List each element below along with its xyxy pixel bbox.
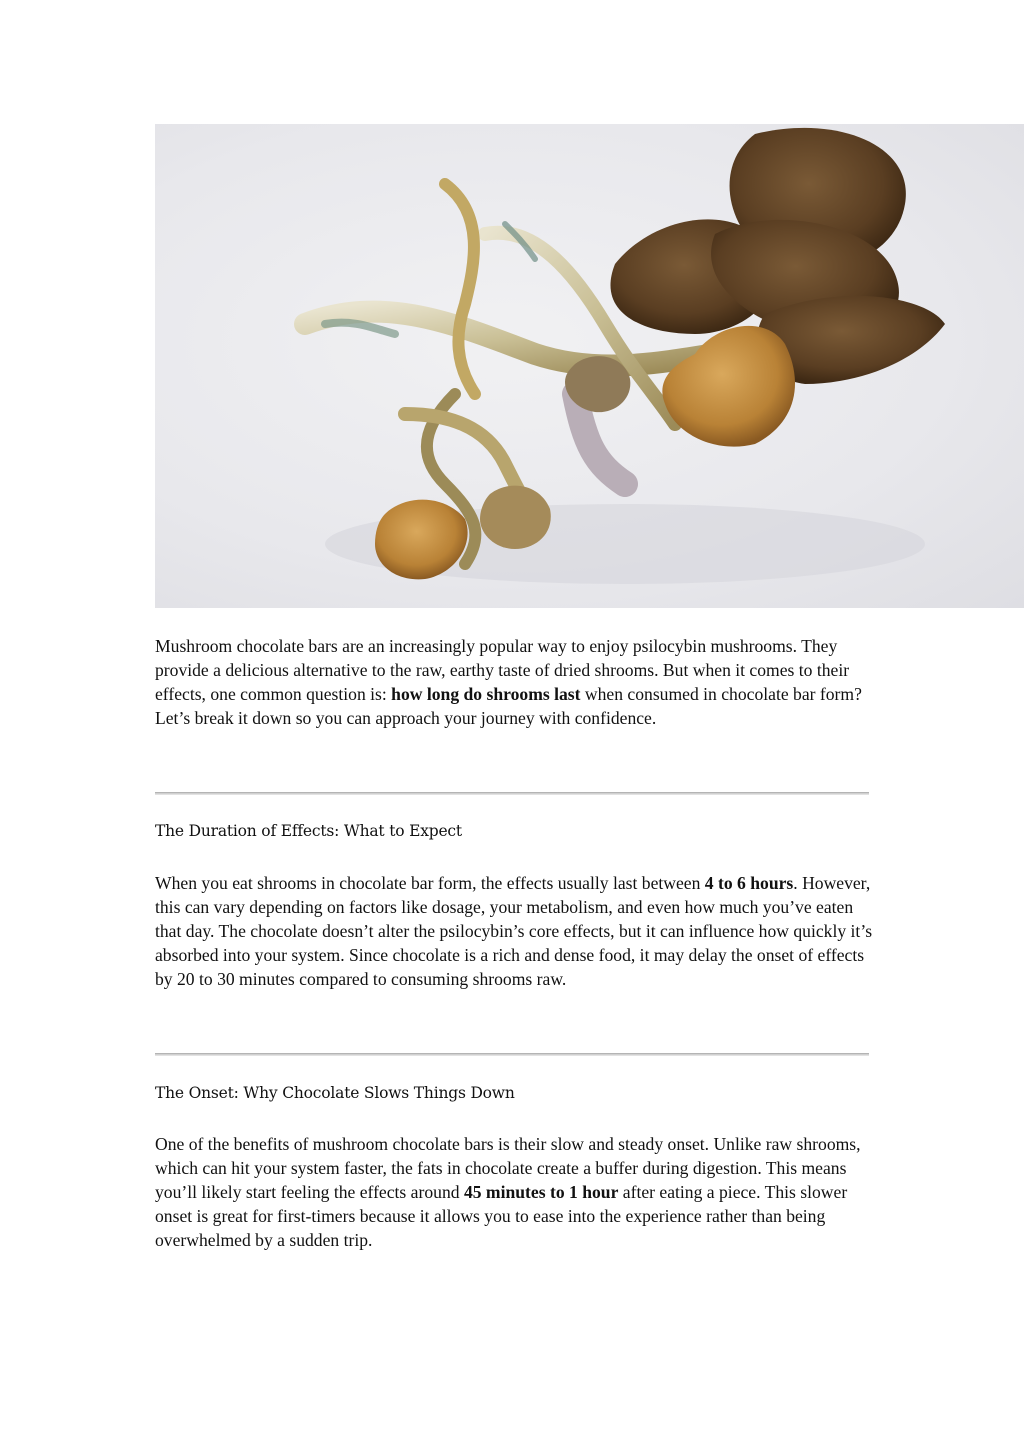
section1-bold-phrase: 4 to 6 hours <box>704 873 794 893</box>
section1-text-end: . However, this can vary depending on factors like dosage, your metabolism, and even how much you’ve eaten that day. The chocolate doesn’t alter the psilocybin’s core effects, but it can influence how quickly it’s absorbed into your system. Since chocolate is a rich and dense food, it may delay the onset of effects by 20 to 30 minutes compared to consuming shrooms raw. <box>155 873 873 989</box>
intro-bold-phrase: how long do shrooms last <box>391 684 581 704</box>
intro-paragraph <box>155 634 875 730</box>
intro-text-end: when consumed in chocolate bar form? Let’s break it down so you can approach your journey with confidence. <box>155 684 862 728</box>
section2-text-end: after eating a piece. This slower onset is great for first-timers because it allows you to ease into the experience rather than being overwhelmed by a sudden trip. <box>155 1182 848 1250</box>
section1-heading: The Duration of Effects: What to Expect <box>155 822 462 840</box>
section2-bold-phrase: 45 minutes to 1 hour <box>463 1182 619 1202</box>
section1-paragraph <box>155 871 875 991</box>
section-divider-1 <box>155 792 869 795</box>
section2-text-start: One of the benefits of mushroom chocolate bars is their slow and steady onset. Unlike raw shrooms, which can hit your system faster, the fats in chocolate create a buffer during digestion. This means you’ll likely start feeling the effects around <box>155 1134 861 1202</box>
section2-heading: The Onset: Why Chocolate Slows Things Down <box>155 1084 515 1102</box>
intro-text-start: Mushroom chocolate bars are an increasingly popular way to enjoy psilocybin mushrooms. They provide a delicious alternative to the raw, earthy taste of dried shrooms. But when it comes to their effects, one common question is: <box>155 636 850 704</box>
section1-text-start: When you eat shrooms in chocolate bar form, the effects usually last between <box>155 873 705 893</box>
section-divider-2 <box>155 1053 869 1056</box>
mushroom-photo <box>155 124 1024 608</box>
section2-paragraph <box>155 1132 875 1252</box>
dried-mushrooms-illustration <box>155 124 1024 608</box>
